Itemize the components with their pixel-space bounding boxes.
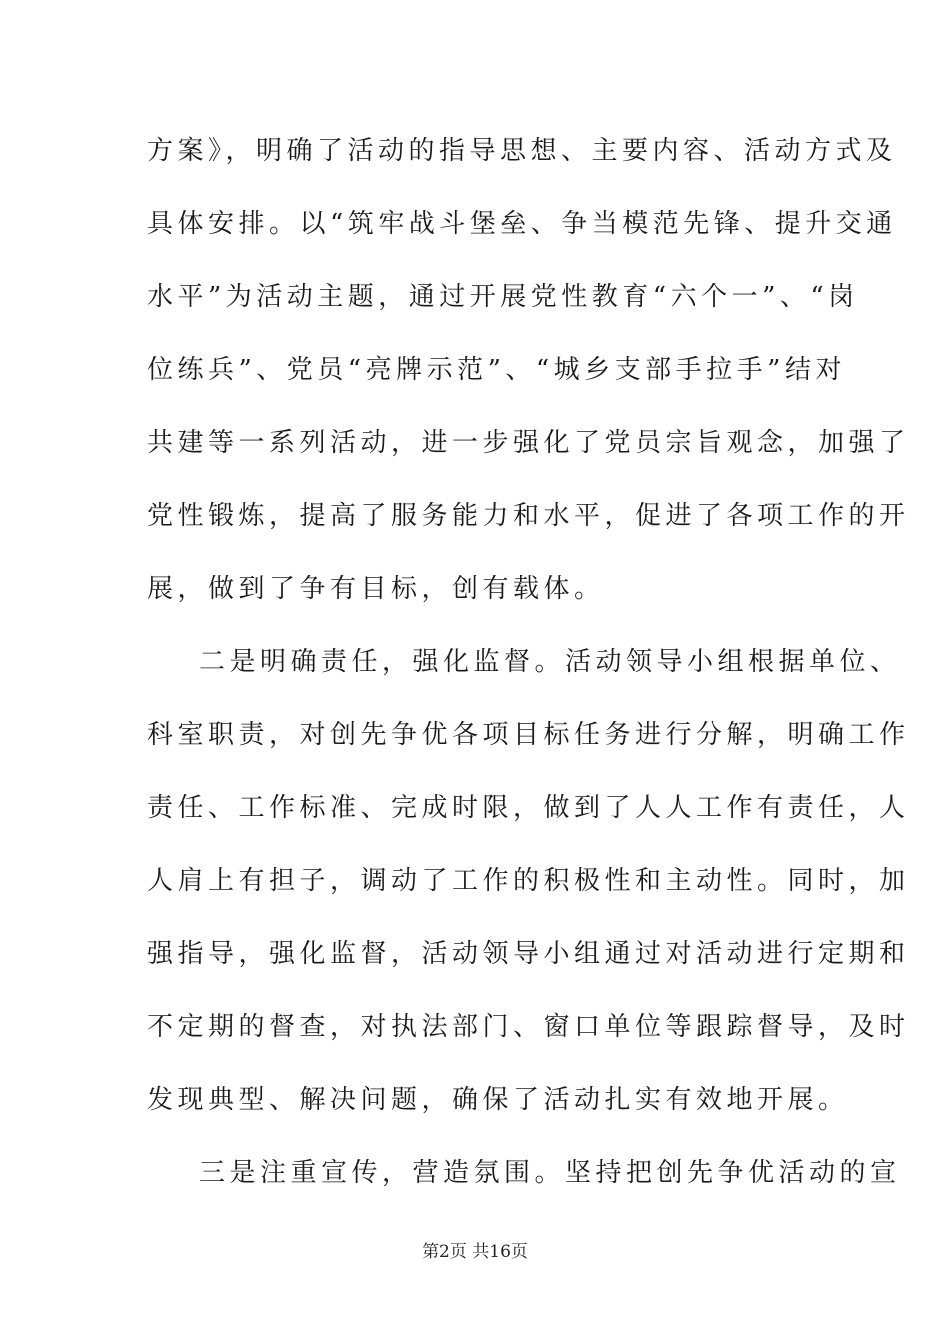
text-line: 共建等一系列活动，进一步强化了党员宗旨观念，加强了	[147, 428, 910, 458]
page-number-footer: 第2页 共16页	[422, 1242, 528, 1262]
paragraph-start-line: 三是注重宣传，营造氛围。坚持把创先争优活动的宣	[199, 1158, 901, 1188]
text-line: 位练兵”、党员“亮牌示范”、“城乡支部手拉手”结对	[147, 355, 846, 385]
text-line: 科室职责，对创先争优各项目标任务进行分解，明确工作	[147, 720, 910, 750]
text-line: 发现典型、解决问题，确保了活动扎实有效地开展。	[147, 1085, 849, 1115]
text-line: 人肩上有担子，调动了工作的积极性和主动性。同时，加	[147, 866, 910, 896]
text-line: 党性锻炼，提高了服务能力和水平，促进了各项工作的开	[147, 501, 910, 531]
text-line: 不定期的督查，对执法部门、窗口单位等跟踪督导，及时	[147, 1012, 910, 1042]
text-line: 责任、工作标准、完成时限，做到了人人工作有责任，人	[147, 793, 910, 823]
text-line: 方案》，明确了活动的指导思想、主要内容、活动方式及	[147, 136, 897, 166]
text-line: 水平”为活动主题，通过开展党性教育“六个一”、“岗	[147, 282, 859, 312]
text-line: 具体安排。以“筑牢战斗堡垒、争当模范先锋、提升交通	[147, 209, 897, 239]
text-line: 强指导，强化监督，活动领导小组通过对活动进行定期和	[147, 939, 910, 969]
paragraph-start-line: 二是明确责任，强化监督。活动领导小组根据单位、	[199, 647, 901, 677]
text-line: 展，做到了争有目标，创有载体。	[147, 574, 605, 604]
